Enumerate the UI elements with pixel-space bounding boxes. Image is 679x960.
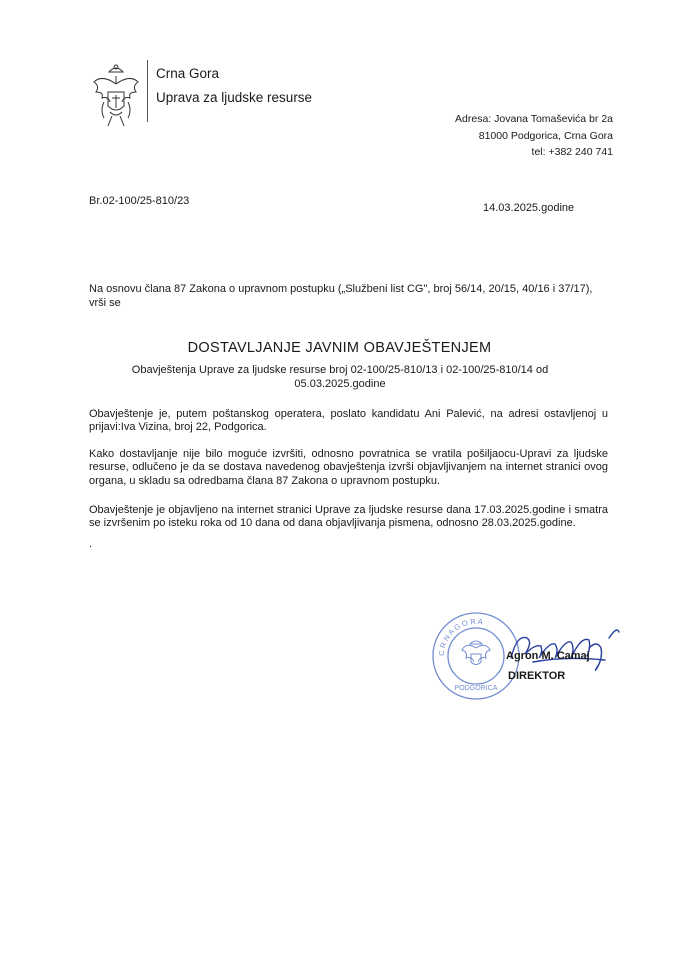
address-block: [455, 111, 613, 161]
institution-name: Uprava za ljudske resurse: [156, 90, 313, 105]
document-subtitle: Obavještenja Uprave za ljudske resurse broj 02-100/25-810/13 i 02-100/25-810/14 od 05.03.2025.godine: [131, 364, 549, 390]
paragraph-publication: Obavještenje je objavljeno na internet stranici Uprave za ljudske resurse dana 17.03.2025.godine i smatra se izvršenim po isteku roka od 10 dana od dana objavljivanja pismena, odnosno 28.03.2025.godine.: [89, 504, 608, 530]
document-date: 14.03.2025.godine: [483, 202, 575, 214]
stray-mark: .: [89, 538, 93, 550]
address-line-1: Adresa: Jovana Tomaševića br 2a: [455, 113, 613, 125]
address-line-2: 81000 Podgorica, Crna Gora: [478, 129, 613, 142]
handwritten-signature-icon: [505, 618, 635, 678]
signer-role: DIREKTOR: [508, 670, 566, 682]
signer-name: Agron M. Camaj: [506, 650, 590, 662]
svg-text:C R N A G O R A: C R N A G O R A: [436, 616, 484, 657]
legal-basis-intro: Na osnovu člana 87 Zakona o upravnom postupku („Službeni list CG", broj 56/14, 20/15, 40/16 i 37/17), vrši se: [89, 283, 593, 309]
header-divider: [147, 60, 148, 122]
coat-of-arms-icon: [90, 62, 142, 130]
paragraph-delivery-attempt: Obavještenje je, putem poštanskog operatera, poslato kandidatu Ani Palević, na adresi ostavljenoj u prijavi:Iva Vizina, broj 22, Podgorica.: [89, 408, 608, 434]
stamp-city: PODGORICA: [454, 685, 498, 692]
reference-number: Br.02-100/25-810/23: [89, 195, 190, 207]
country-name: Crna Gora: [156, 66, 220, 81]
paragraph-decision: Kako dostavljanje nije bilo moguće izvršiti, odnosno povratnica se vratila pošiljaocu-Upravi za ljudske resurse, odlučeno je da se dostava navedenog obavještenja izvrši objavljivanjem na internet stranici ovog organa, u skladu sa odredbama člana 87 Zakona o upravnom postupku.: [89, 448, 608, 487]
phone-number: tel: +382 240 741: [531, 146, 613, 158]
document-title: DOSTAVLJANJE JAVNIM OBAVJEŠTENJEM: [187, 340, 492, 356]
